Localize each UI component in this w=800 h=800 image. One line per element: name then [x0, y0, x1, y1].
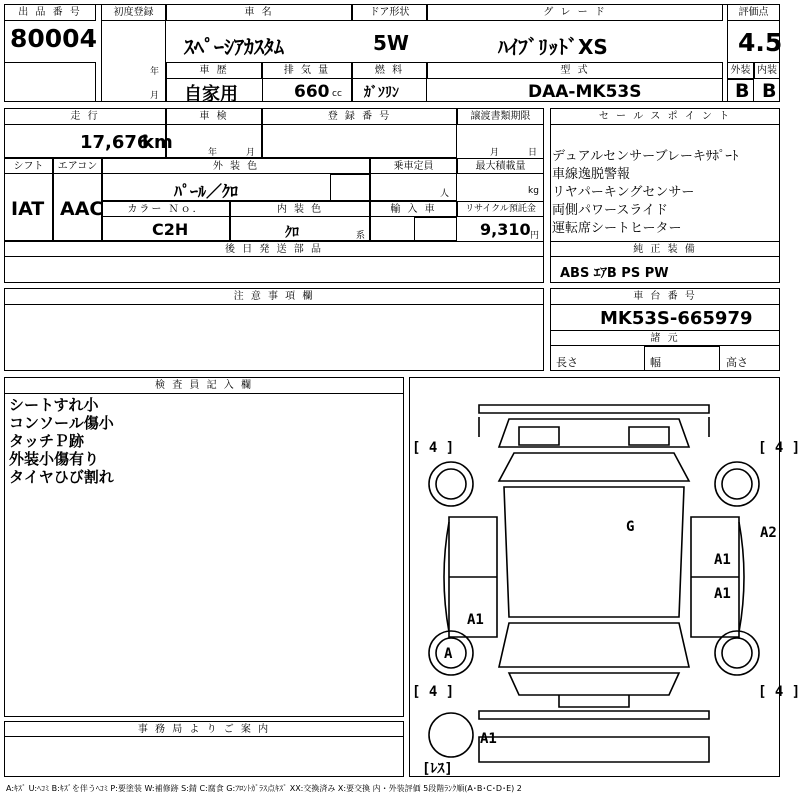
- score: 4.5: [738, 28, 783, 57]
- recycle-unit: 円: [530, 231, 540, 241]
- equipment: ABS ｴｱB PS PW: [560, 266, 669, 281]
- grade: ﾊｲﾌﾞﾘｯﾄﾞXS: [498, 35, 608, 59]
- capacity-unit: 人: [440, 189, 450, 199]
- model-name: ｽﾍﾟｰｼｱｶｽﾀﾑ: [184, 35, 284, 59]
- recycle: 9,310: [480, 220, 531, 239]
- inspector-line-3: タッチＰ跡: [9, 432, 85, 450]
- sales-point-label: セ ー ル ス ポ イ ン ト: [550, 108, 780, 125]
- damage-mark-a1-left: A1: [467, 612, 484, 628]
- lot-no-label: 出 品 番 号: [4, 4, 96, 21]
- equipment-label: 純 正 装 備: [550, 241, 780, 257]
- chassis-label: 車 台 番 号: [550, 288, 780, 305]
- load-unit: kg: [528, 186, 539, 196]
- capacity-label: 乗車定員: [370, 158, 457, 174]
- first-reg-label: 初度登録: [101, 4, 166, 21]
- history-label: 車 歴: [166, 62, 262, 79]
- spec-label: 諸 元: [550, 330, 780, 346]
- inspection-year: 年: [208, 148, 218, 158]
- door-type: 5W: [373, 31, 409, 55]
- transfer-label: 譲渡書類期限: [457, 108, 544, 125]
- office-label: 事 務 局 よ り ご 案 内: [4, 721, 404, 737]
- spec-width: 幅: [650, 356, 661, 369]
- later-parts-label: 後 日 発 送 部 品: [4, 241, 544, 257]
- damage-mark-a1-right-lower: A1: [714, 586, 731, 602]
- int-color-box: [230, 201, 370, 241]
- first-reg-year-label: 年: [150, 67, 160, 77]
- spare-tire: [ﾚｽ]: [422, 761, 453, 777]
- model-code-label: 型 式: [427, 62, 723, 79]
- load-label: 最大積載量: [457, 158, 544, 174]
- car-diagram: [409, 377, 780, 777]
- spec-length: 長さ: [556, 356, 578, 369]
- grade-label: グ レ ー ド: [427, 4, 723, 21]
- transfer-day: 日: [528, 148, 538, 158]
- damage-mark-a-wheel: A: [444, 646, 453, 662]
- inspector-line-2: コンソール傷小: [9, 414, 114, 432]
- sales-point-2: 車線逸脱警報: [552, 167, 631, 182]
- inspection-label: 車 検: [166, 108, 262, 125]
- color-label: 外 装 色: [102, 158, 370, 174]
- interior-label: 内装: [754, 62, 780, 79]
- score-box: [727, 4, 783, 102]
- sales-point-1: デュアルセンサーブレーキｻﾎﾟｰﾄ: [552, 149, 739, 164]
- ac-label: エアコン: [53, 158, 102, 174]
- color: ﾊﾟｰﾙ／ｸﾛ: [174, 182, 239, 201]
- int-color: ｸﾛ: [285, 225, 299, 241]
- ac: AAC: [60, 198, 104, 220]
- displacement-unit: cc: [332, 89, 342, 99]
- tire-rr: [ 4 ]: [758, 684, 800, 700]
- door-label: ドア形状: [352, 4, 427, 21]
- spec-height: 高さ: [726, 356, 748, 369]
- color-no-label: カラー Ｎｏ．: [102, 201, 230, 217]
- model-code: DAA-MK53S: [528, 82, 642, 102]
- int-color-label: 内 装 色: [230, 201, 370, 217]
- reg-no-label: 登 録 番 号: [262, 108, 457, 125]
- tire-fl: [ 4 ]: [412, 440, 455, 456]
- notes-label: 注 意 事 項 欄: [4, 288, 544, 305]
- shift: IAT: [11, 198, 45, 220]
- inspector-label: 検 査 員 記 入 欄: [4, 377, 404, 394]
- damage-mark-a1-right-upper: A1: [714, 552, 731, 568]
- inspector-line-4: 外装小傷有り: [9, 450, 100, 468]
- lot-no-lower: [4, 62, 96, 102]
- import-label: 輸 入 車: [370, 201, 457, 217]
- tire-rl: [ 4 ]: [412, 684, 455, 700]
- sales-point-4: 両側パワースライド: [552, 203, 668, 218]
- mileage-unit: km: [142, 132, 173, 153]
- model-name-label: 車 名: [166, 4, 352, 21]
- shift-label: シフト: [4, 158, 53, 174]
- tire-fr: [ 4 ]: [758, 440, 800, 456]
- lot-no: 80004: [10, 24, 97, 53]
- score-label: 評価点: [727, 4, 780, 21]
- displacement-label: 排 気 量: [262, 62, 352, 79]
- damage-mark-a2: A2: [760, 525, 777, 541]
- inspection-month: 月: [246, 148, 256, 158]
- fuel-label: 燃 料: [352, 62, 427, 79]
- fuel: ｶﾞｿﾘﾝ: [364, 85, 399, 101]
- color-divider: [330, 174, 370, 201]
- damage-mark-g: G: [626, 519, 635, 535]
- exterior-score: B: [735, 80, 750, 102]
- sales-point-3: リヤパーキングセンサー: [552, 185, 695, 200]
- inspector-line-1: シートすれ小: [9, 396, 99, 414]
- chassis-no: MK53S-665979: [600, 308, 753, 329]
- sales-point-5: 運転席シートヒーター: [552, 221, 682, 236]
- damage-mark-a1-rear: A1: [480, 731, 497, 747]
- interior-score: B: [762, 80, 777, 102]
- inspector-line-5: タイヤひび割れ: [9, 468, 114, 486]
- mileage-label: 走 行: [4, 108, 166, 125]
- reg-no-box: [262, 108, 457, 158]
- color-no: C2H: [152, 220, 189, 239]
- displacement: 660: [294, 82, 330, 102]
- transfer-month: 月: [490, 148, 500, 158]
- history: 自家用: [184, 84, 238, 105]
- recycle-label: リサイクル預託金: [457, 201, 544, 217]
- import-divider: [414, 217, 457, 241]
- int-color-unit: 系: [356, 231, 366, 241]
- first-reg-month-label: 月: [150, 91, 160, 101]
- exterior-label: 外装: [727, 62, 754, 79]
- legend-text: A:ｷｽﾞ U:ﾍｺﾐ B:ｷｽﾞを伴うﾍｺﾐ P:要塗装 W:補修跡 S:錆 C:腐食 G:ﾌﾛﾝﾄｶﾞﾗｽ点ｷｽﾞ XX:交換済み X:要交換 内・外装評価 5段階ﾗﾝｸ順(A･B･C･D･E) 2: [6, 784, 522, 793]
- mileage: 17,676: [80, 132, 150, 153]
